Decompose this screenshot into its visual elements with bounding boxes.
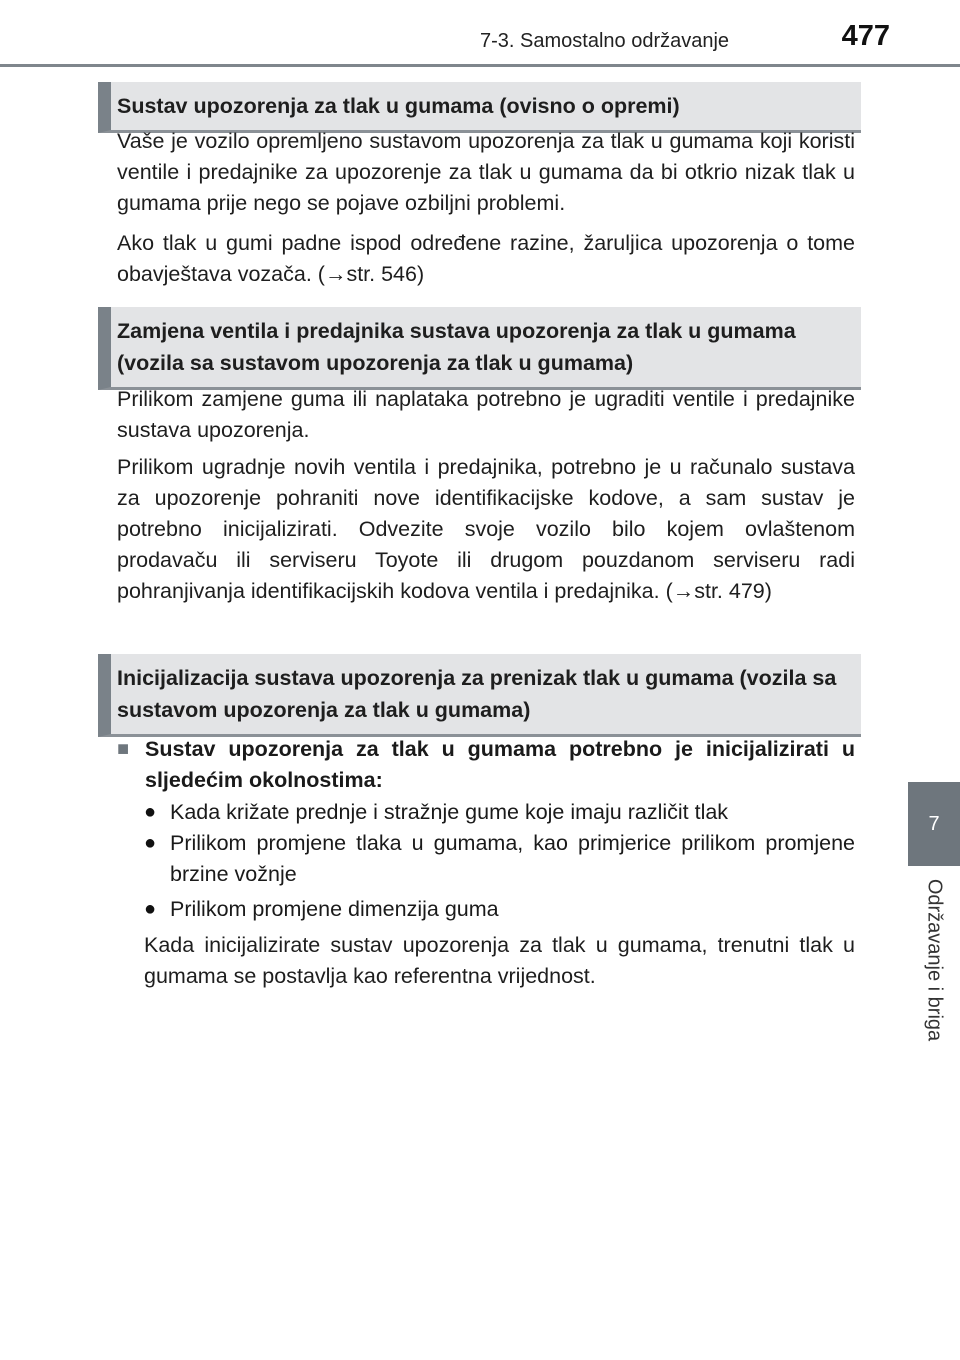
section-1-paragraph-1: Vaše je vozilo opremljeno sustavom upozorenja za tlak u gumama koji koristi ventile i predajnike za upozorenje za tlak u gumama da bi otkrio nizak tlak u gumama prije nego se pojave ozbiljni problemi. xyxy=(117,129,855,215)
section-heading-2: Zamjena ventila i predajnika sustava upozorenja za tlak u gumama (vozila sa sustavom upozorenja za tlak u gumama) xyxy=(98,307,861,390)
list-item-text: Prilikom promjene dimenzija guma xyxy=(170,897,499,921)
section-heading-3: Inicijalizacija sustava upozorenja za prenizak tlak u gumama (vozila sa sustavom upozorenja za tlak u gumama) xyxy=(98,654,861,737)
page-number: 477 xyxy=(841,20,890,52)
list-item-text: Kada križate prednje i stražnje gume koje imaju različit tlak xyxy=(170,800,729,824)
subheading xyxy=(117,734,855,796)
section-heading-1: Sustav upozorenja za tlak u gumama (ovisno o opremi) xyxy=(98,82,861,133)
list-item xyxy=(144,894,855,925)
running-header-section: 7-3. Samostalno održavanje xyxy=(480,30,730,52)
section-1-paragraph-2: Ako tlak u gumi padne ispod određene razine, žaruljica upozorenja o tome obavještava vozača. (→str. 546) xyxy=(117,231,855,286)
list-item-text: Prilikom promjene tlaka u gumama, kao primjerice prilikom promjene brzine vožnje xyxy=(170,831,855,886)
chapter-tab xyxy=(908,782,960,866)
section-2-paragraph-2: Prilikom ugradnje novih ventila i predajnika, potrebno je u računalo sustava za upozorenje pohraniti nove identifikacijske kodove, a sam sustav je potrebno inicijalizirati. Odvezite svoje vozilo bilo kojem ovlaštenom prodavaču ili serviseru Toyote ili drugom pouzdanom serviseru radi pohranjivanja identifikacijskih kodova ventila i predajnika. (→str. 479) xyxy=(117,455,855,603)
subheading-text: Sustav upozorenja za tlak u gumama potrebno je inicijalizirati u sljedećim okolnostima: xyxy=(145,737,855,792)
bullet-dot-icon: ● xyxy=(144,898,157,920)
square-bullet-icon: ■ xyxy=(117,738,130,760)
closing-paragraph: Kada inicijalizirate sustav upozorenja za tlak u gumama, trenutni tlak u gumama se postavlja kao referentna vrijednost. xyxy=(144,933,855,988)
chapter-title: Održavanje i briga xyxy=(923,878,946,1042)
bullet-dot-icon: ● xyxy=(144,801,157,823)
list-item xyxy=(144,828,855,890)
section-2-paragraph-1: Prilikom zamjene guma ili naplataka potrebno je ugraditi ventile i predajnike sustava upozorenja. xyxy=(117,387,855,442)
list-item xyxy=(144,797,855,828)
chapter-number: 7 xyxy=(928,812,940,835)
header-divider xyxy=(0,64,960,67)
bullet-dot-icon: ● xyxy=(144,832,157,854)
